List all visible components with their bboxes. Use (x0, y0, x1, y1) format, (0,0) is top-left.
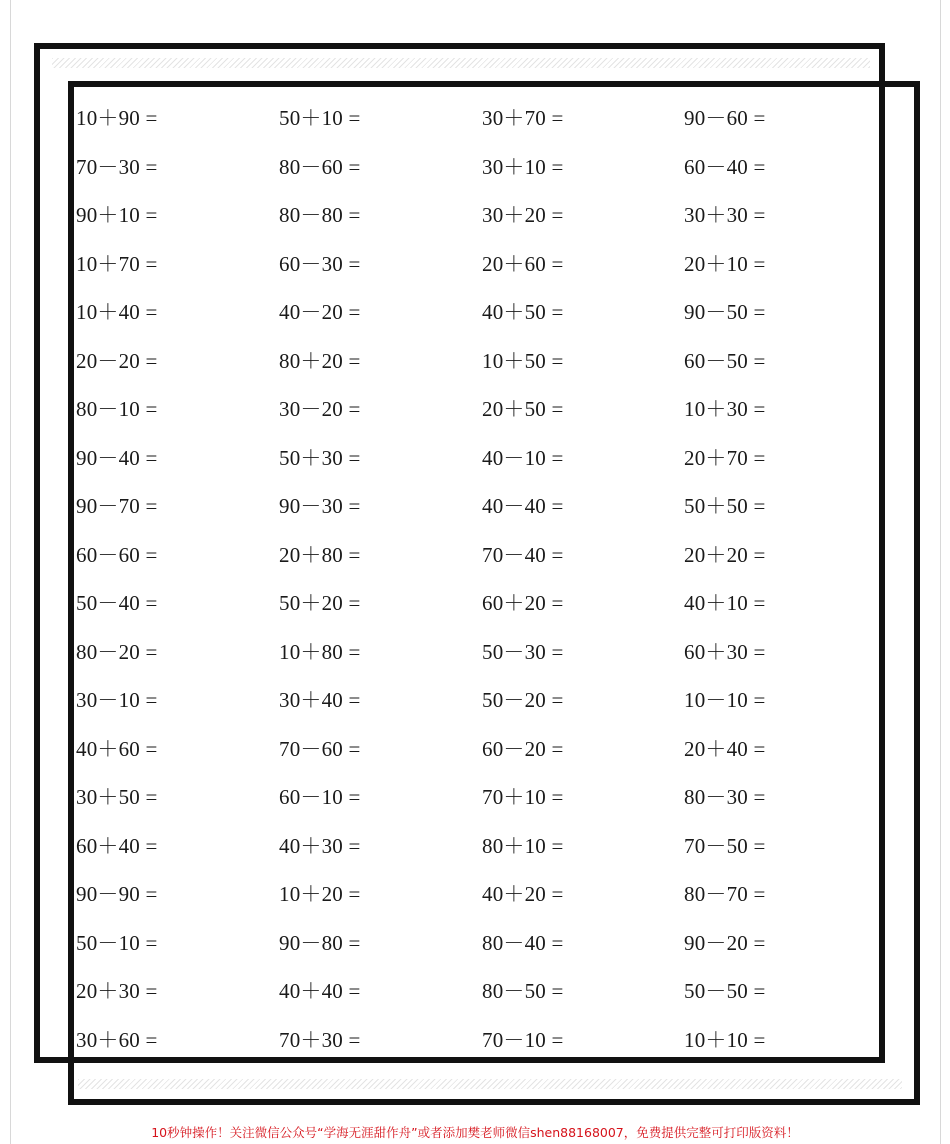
math-problem: 30－10 = (76, 688, 158, 712)
math-problem: 80＋20 = (279, 348, 361, 373)
math-problem: 20＋10 = (684, 251, 766, 276)
math-problem: 30＋20 = (482, 203, 564, 227)
math-problem: 20－20 = (76, 348, 158, 373)
math-problem: 20＋80 = (279, 542, 361, 567)
math-problem: 30＋40 = (279, 688, 361, 712)
math-problem: 80＋10 = (482, 833, 564, 858)
math-problem: 90＋10 = (76, 203, 158, 227)
math-problem: 80－70 = (684, 882, 766, 906)
math-problem: 90－80 = (279, 930, 361, 955)
math-problem: 50＋10 = (279, 106, 361, 130)
math-problem: 80－10 = (76, 397, 158, 421)
math-problem: 20＋30 = (76, 979, 158, 1003)
math-problem: 40＋60 = (76, 736, 158, 761)
math-problem: 30＋30 = (684, 203, 766, 227)
math-problem: 40＋30 = (279, 833, 361, 858)
math-problem: 40＋20 = (482, 882, 564, 906)
math-problem: 40－10 = (482, 445, 564, 470)
math-problem: 40＋50 = (482, 300, 564, 324)
math-problem: 60－30 = (279, 251, 361, 276)
math-problem: 90－20 = (684, 930, 766, 955)
math-problem: 50＋50 = (684, 494, 766, 518)
math-problem: 60－20 = (482, 736, 564, 761)
math-problem: 30＋60 = (76, 1027, 158, 1052)
math-problem: 10＋30 = (684, 397, 766, 421)
math-problem: 90－50 = (684, 300, 766, 324)
math-problem: 70－60 = (279, 736, 361, 761)
math-problem: 90－30 = (279, 494, 361, 518)
math-problem: 40－40 = (482, 494, 564, 518)
math-problem: 50－40 = (76, 591, 158, 615)
math-problem: 60－60 = (76, 542, 158, 567)
math-problem: 10＋40 = (76, 300, 158, 324)
math-problem: 90－90 = (76, 882, 158, 906)
footer-note: 10秒钟操作！关注微信公众号“学海无涯甜作舟”或者添加樊老师微信shen88168007，免费提供完整可打印版资料！ (151, 1125, 799, 1140)
math-problem: 70－40 = (482, 542, 564, 567)
math-problem: 80－80 = (279, 203, 361, 227)
math-problem: 60－40 = (684, 154, 766, 179)
math-problem: 30＋10 = (482, 154, 564, 179)
math-problem: 70＋30 = (279, 1027, 361, 1052)
math-problem: 80－50 = (482, 979, 564, 1003)
math-problem: 50＋20 = (279, 591, 361, 615)
math-problem: 50＋30 = (279, 445, 361, 470)
math-problem: 20＋40 = (684, 736, 766, 761)
math-problem: 50－30 = (482, 639, 564, 664)
math-problem: 10＋70 = (76, 251, 158, 276)
math-problem: 20＋50 = (482, 397, 564, 421)
math-problem: 30－20 = (279, 397, 361, 421)
math-problem: 20＋60 = (482, 251, 564, 276)
math-problem: 50－50 = (684, 979, 766, 1003)
bottom-hatch-band (78, 1079, 902, 1089)
math-problem: 70－10 = (482, 1027, 564, 1052)
math-problem: 90－70 = (76, 494, 158, 518)
math-problem: 30＋50 = (76, 785, 158, 809)
math-problem: 10＋10 = (684, 1027, 766, 1052)
math-problem: 40＋40 = (279, 979, 361, 1003)
math-problem: 90－40 = (76, 445, 158, 470)
math-problem: 70－50 = (684, 833, 766, 858)
math-problem: 20＋70 = (684, 445, 766, 470)
math-problem: 10＋80 = (279, 639, 361, 664)
math-problem: 10＋50 = (482, 348, 564, 373)
math-problem: 80－30 = (684, 785, 766, 809)
math-problem: 40＋10 = (684, 591, 766, 615)
math-problem: 80－40 = (482, 930, 564, 955)
math-problem: 70－30 = (76, 154, 158, 179)
math-problem: 50－10 = (76, 930, 158, 955)
math-problem: 20＋20 = (684, 542, 766, 567)
math-problem: 60－50 = (684, 348, 766, 373)
math-problem: 80－20 = (76, 639, 158, 664)
math-problem: 60＋30 = (684, 639, 766, 664)
math-problem: 60＋20 = (482, 591, 564, 615)
right-page-edge (940, 0, 941, 1144)
math-problem: 10＋90 = (76, 106, 158, 130)
math-problem: 50－20 = (482, 688, 564, 712)
left-page-edge (10, 0, 11, 1144)
math-problem: 30＋70 = (482, 106, 564, 130)
math-problem: 80－60 = (279, 154, 361, 179)
math-problem: 10－10 = (684, 688, 766, 712)
math-problem: 60－10 = (279, 785, 361, 809)
math-problem: 40－20 = (279, 300, 361, 324)
math-problem: 60＋40 = (76, 833, 158, 858)
math-problem: 90－60 = (684, 106, 766, 130)
math-problem: 10＋20 = (279, 882, 361, 906)
math-problem: 70＋10 = (482, 785, 564, 809)
